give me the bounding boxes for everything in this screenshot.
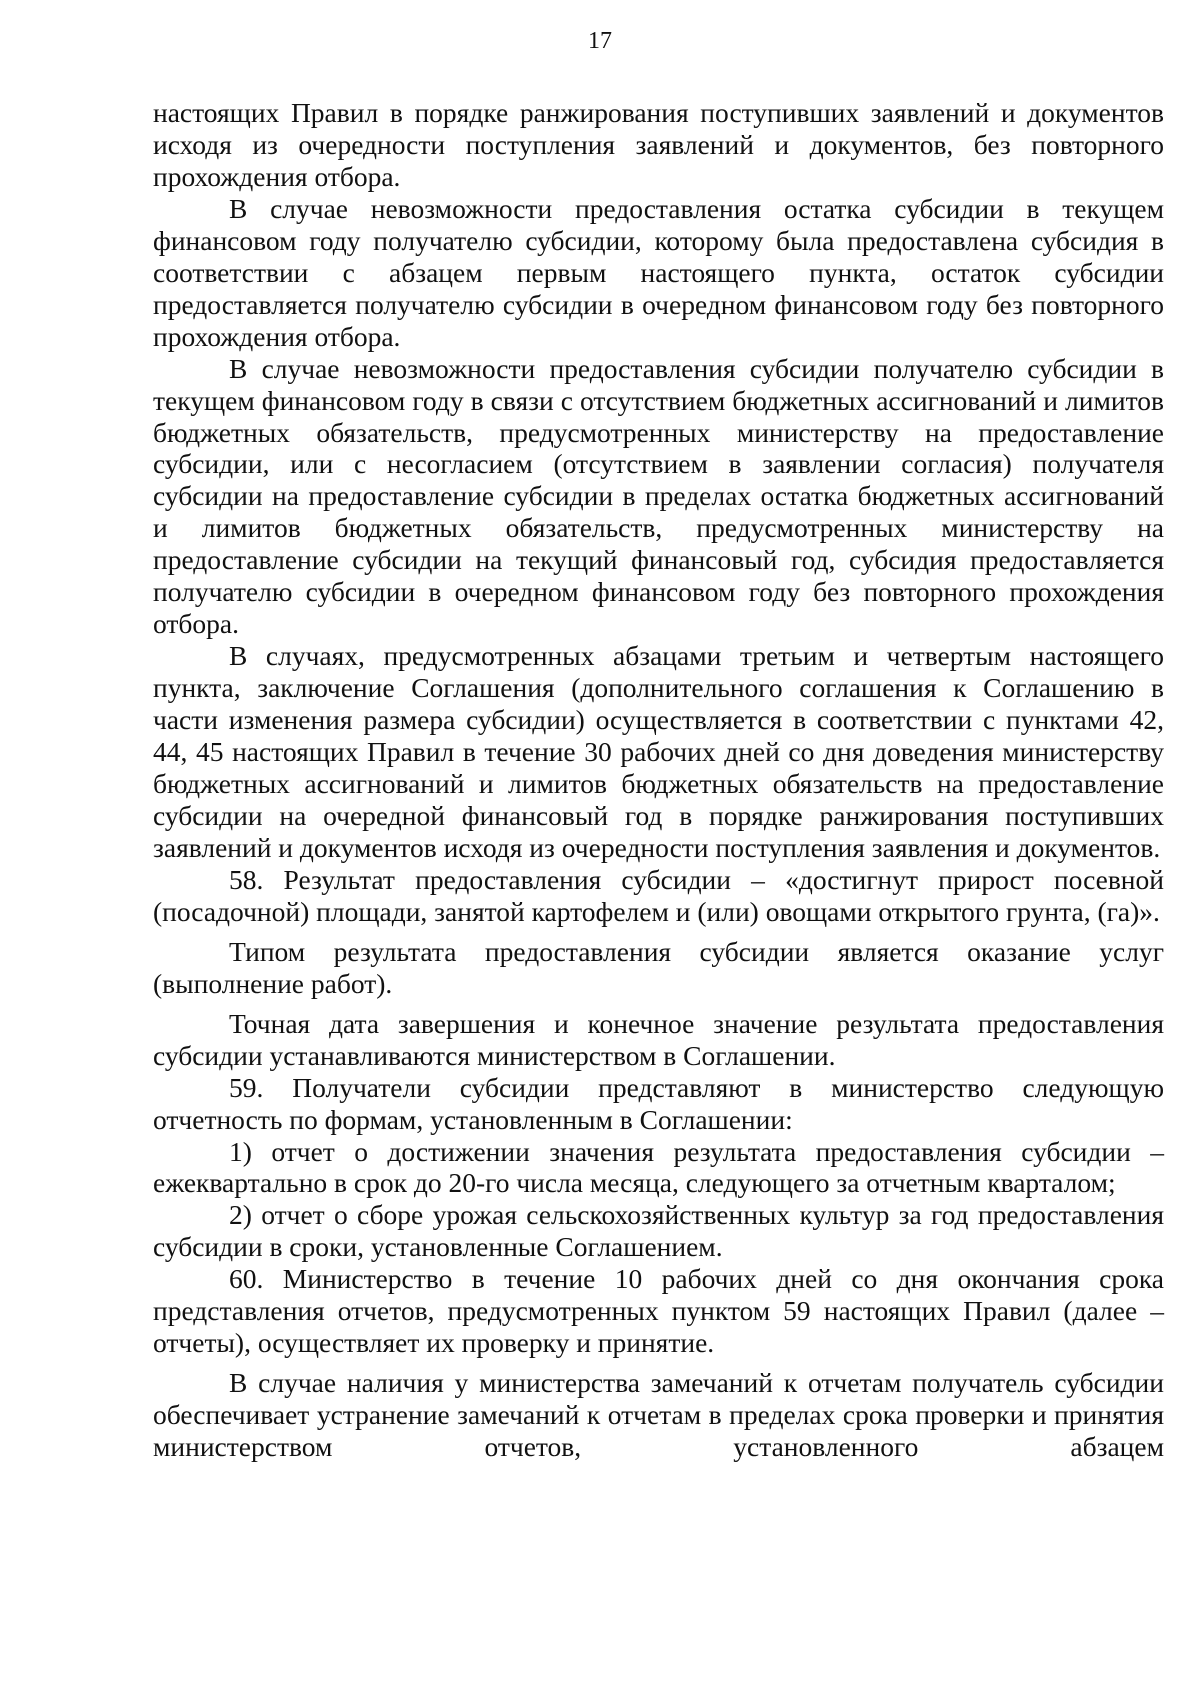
paragraph-agreement-conclusion: В случаях, предусмотренных абзацами третьим и четвертым настоящего пункта, заключение Соглашения (дополнительного соглашения к Соглашению в части изменения размера субсидии) осуществляется в соответствии с пунктами 42, 44, 45 настоящих Правил в течение 30 рабочих дней со дня доведения министерству бюджетных ассигнований и лимитов бюджетных обязательств на предоставление субсидии на очередной финансовый год в порядке ранжирования поступивших заявлений и документов исходя из очередности поступления заявления и документов.	[153, 640, 1164, 863]
paragraph-result-type: Типом результата предоставления субсидии является оказание услуг (выполнение работ).	[153, 935, 1164, 999]
paragraph-subsidy-remainder: В случае невозможности предоставления остатка субсидии в текущем финансовом году получателю субсидии, которому была предоставлена субсидия в соответствии с абзацем первым настоящего пункта, остаток субсидии предоставляется получателю субсидии в очередном финансовом году без повторного прохождения отбора.	[153, 192, 1164, 352]
paragraph-item-59: 59. Получатели субсидии представляют в министерство следующую отчетность по формам, установленным в Соглашении:	[153, 1071, 1164, 1135]
paragraph-item-58: 58. Результат предоставления субсидии – «достигнут прирост посевной (посадочной) площади, занятой картофелем и (или) овощами открытого грунта, (га)».	[153, 863, 1164, 927]
paragraph-remarks: В случае наличия у министерства замечаний к отчетам получатель субсидии обеспечивает устранение замечаний к отчетам в пределах срока проверки и принятия министерством отчетов, установленного абзацем	[153, 1367, 1164, 1463]
paragraph-item-60: 60. Министерство в течение 10 рабочих дней со дня окончания срока представления отчетов, предусмотренных пунктом 59 настоящих Правил (далее – отчеты), осуществляет их проверку и принятие.	[153, 1263, 1164, 1359]
paragraph-subsidy-impossibility: В случае невозможности предоставления субсидии получателю субсидии в текущем финансовом году в связи с отсутствием бюджетных ассигнований и лимитов бюджетных обязательств, предусмотренных министерству на предоставление субсидии, или с несогласием (отсутствием в заявлении согласия) получателя субсидии на предоставление субсидии в пределах остатка бюджетных ассигнований и лимитов бюджетных обязательств, предусмотренных министерству на предоставление субсидии на текущий финансовый год, субсидия предоставляется получателю субсидии в очередном финансовом году без повторного прохождения отбора.	[153, 352, 1164, 640]
paragraph-result-date: Точная дата завершения и конечное значение результата предоставления субсидии устанавливаются министерством в Соглашении.	[153, 1007, 1164, 1071]
list-item-report-1: 1) отчет о достижении значения результата предоставления субсидии – ежеквартально в срок до 20-го числа месяца, следующего за отчетным кварталом;	[153, 1135, 1164, 1199]
page-number: 17	[588, 28, 612, 54]
paragraph-continuation: настоящих Правил в порядке ранжирования поступивших заявлений и документов исходя из очередности поступления заявлений и документов, без повторного прохождения отбора.	[153, 97, 1164, 192]
document-body	[153, 97, 1164, 1463]
list-item-report-2: 2) отчет о сборе урожая сельскохозяйственных культур за год предоставления субсидии в сроки, установленные Соглашением.	[153, 1199, 1164, 1263]
